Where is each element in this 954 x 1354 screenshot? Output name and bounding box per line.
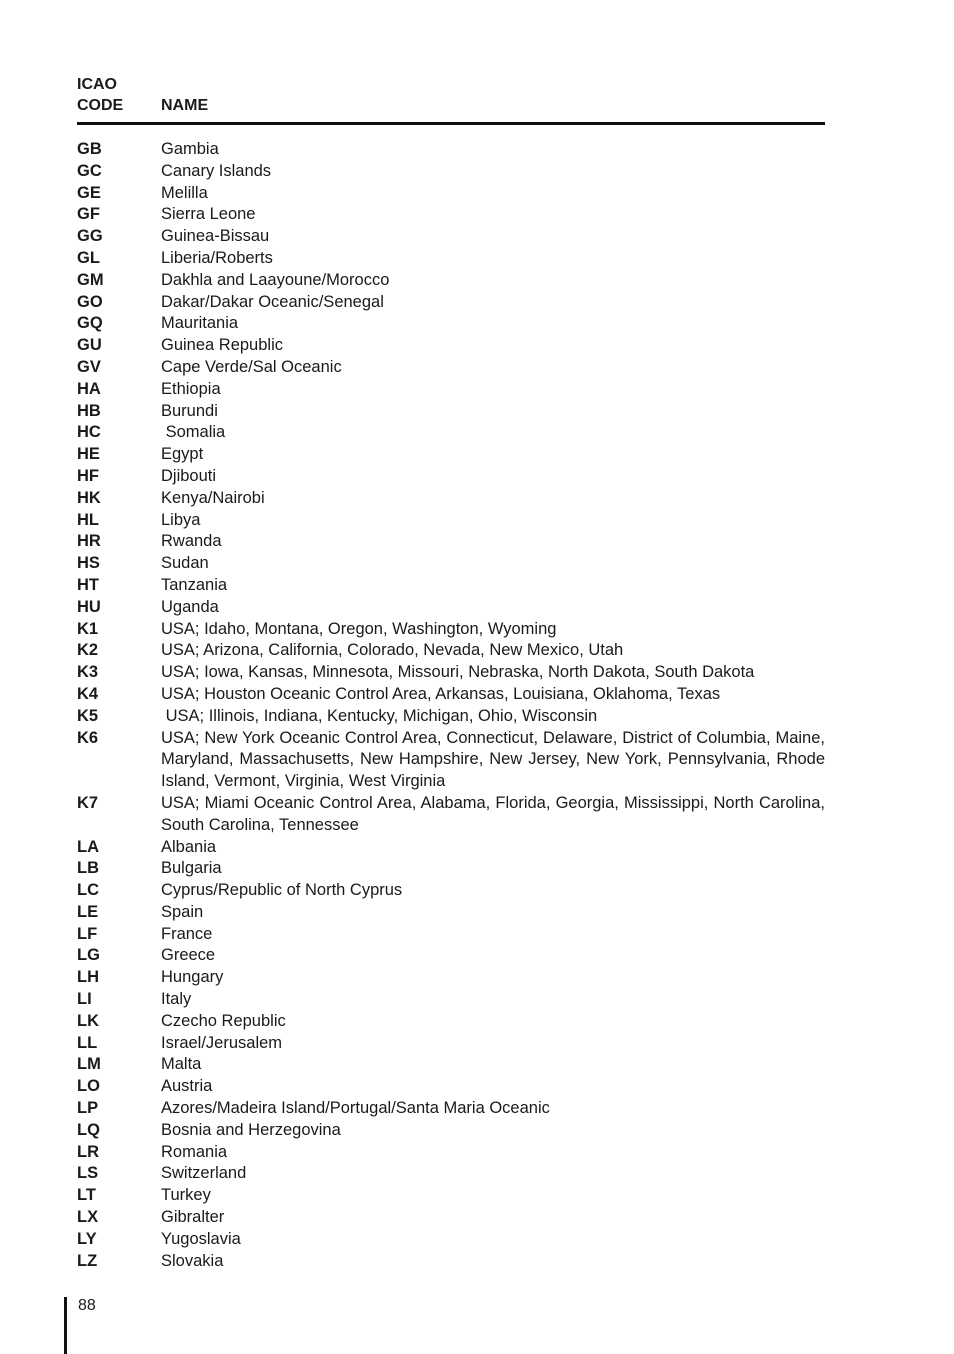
region-name: Bulgaria xyxy=(161,859,222,878)
region-name: Hungary xyxy=(161,968,224,987)
table-row xyxy=(77,379,825,401)
icao-code: LG xyxy=(77,946,100,965)
table-row xyxy=(77,204,825,226)
region-name: Egypt xyxy=(161,445,204,464)
table-row xyxy=(77,139,825,161)
icao-code: GU xyxy=(77,336,102,355)
region-name: Djibouti xyxy=(161,466,217,485)
column-header-name: NAME xyxy=(161,97,209,114)
icao-code: K3 xyxy=(77,663,99,682)
table-row xyxy=(77,684,825,706)
region-name: Liberia/Roberts xyxy=(161,248,273,267)
icao-code: HA xyxy=(77,379,101,398)
table-row xyxy=(77,924,825,946)
table-row xyxy=(77,313,825,335)
table-row xyxy=(77,401,825,423)
table-row xyxy=(77,161,825,183)
table-row xyxy=(77,1054,825,1076)
table-row xyxy=(77,1163,825,1185)
icao-code: GC xyxy=(77,161,102,180)
icao-code: LK xyxy=(77,1011,99,1030)
table-row xyxy=(77,248,825,270)
region-name: Austria xyxy=(161,1077,213,1096)
table-row xyxy=(77,945,825,967)
region-name: Cyprus/Republic of North Cyprus xyxy=(161,881,403,900)
region-name: Italy xyxy=(161,990,192,1009)
icao-code: HR xyxy=(77,532,101,551)
icao-code: HE xyxy=(77,445,100,464)
region-name: Canary Islands xyxy=(161,161,272,180)
icao-code: LP xyxy=(77,1099,99,1118)
table-row xyxy=(77,1229,825,1251)
table-row xyxy=(77,793,830,837)
icao-code: LR xyxy=(77,1142,99,1161)
icao-code: GM xyxy=(77,270,104,289)
region-name: Dakar/Dakar Oceanic/Senegal xyxy=(161,292,384,311)
table-row xyxy=(77,444,825,466)
icao-code: LX xyxy=(77,1208,99,1227)
table-row xyxy=(77,510,825,532)
table-row xyxy=(77,967,825,989)
region-name: Spain xyxy=(161,902,204,921)
region-name: Rwanda xyxy=(161,532,222,551)
region-name: Libya xyxy=(161,510,201,529)
icao-code: HL xyxy=(77,510,99,529)
region-name: Turkey xyxy=(161,1186,211,1205)
icao-code: HF xyxy=(77,466,99,485)
column-header-icao-code: ICAO CODE xyxy=(77,76,124,114)
table-row xyxy=(77,619,825,641)
icao-code: LI xyxy=(77,990,92,1009)
icao-code: LE xyxy=(77,902,99,921)
icao-code: LY xyxy=(77,1229,97,1248)
icao-code: LM xyxy=(77,1055,101,1074)
table-row xyxy=(77,531,825,553)
icao-code: LH xyxy=(77,968,99,987)
table-row xyxy=(77,1120,825,1142)
table-row xyxy=(77,880,825,902)
icao-code: LZ xyxy=(77,1251,98,1270)
icao-code: K5 xyxy=(77,706,99,725)
region-name: Israel/Jerusalem xyxy=(161,1033,283,1052)
table-row xyxy=(77,728,830,793)
region-name: USA; Houston Oceanic Control Area, Arkansas, Louisiana, Oklahoma, Texas xyxy=(161,684,721,703)
table-row xyxy=(77,1033,825,1055)
table-header xyxy=(77,74,825,125)
region-name: Bosnia and Herzegovina xyxy=(161,1120,341,1139)
region-name: USA; Illinois, Indiana, Kentucky, Michigan, Ohio, Wisconsin xyxy=(161,706,598,725)
region-name: Slovakia xyxy=(161,1251,224,1270)
table-row xyxy=(77,1251,825,1273)
icao-code: LS xyxy=(77,1164,99,1183)
region-name: Yugoslavia xyxy=(161,1229,241,1248)
region-name: Tanzania xyxy=(161,575,228,594)
icao-code: GO xyxy=(77,292,103,311)
icao-code: GQ xyxy=(77,314,103,333)
icao-code: K7 xyxy=(77,793,99,812)
region-name: Uganda xyxy=(161,597,219,616)
region-name: USA; Iowa, Kansas, Minnesota, Missouri, Nebraska, North Dakota, South Dakota xyxy=(161,663,755,682)
region-name: Guinea-Bissau xyxy=(161,227,270,246)
icao-code: LT xyxy=(77,1186,96,1205)
table-row xyxy=(77,837,825,859)
region-name: Kenya/Nairobi xyxy=(161,488,265,507)
region-name: Melilla xyxy=(161,183,208,202)
region-name: Albania xyxy=(161,837,217,856)
icao-code: LF xyxy=(77,924,98,943)
table-row xyxy=(77,1207,825,1229)
table-row xyxy=(77,183,825,205)
icao-code: K1 xyxy=(77,619,99,638)
region-name: Greece xyxy=(161,946,216,965)
icao-code-list xyxy=(77,139,830,1272)
icao-code: K6 xyxy=(77,728,99,747)
table-row xyxy=(77,1185,825,1207)
icao-code: LA xyxy=(77,837,99,856)
region-name: Azores/Madeira Island/Portugal/Santa Maria Oceanic xyxy=(161,1099,550,1118)
table-row xyxy=(77,292,825,314)
region-name: Mauritania xyxy=(161,314,239,333)
icao-code: HK xyxy=(77,488,101,507)
region-name: USA; Miami Oceanic Control Area, Alabama, Florida, Georgia, Mississippi, North Carolina, South Carolina, Tennessee xyxy=(161,793,830,834)
icao-code: LB xyxy=(77,859,99,878)
region-name: Burundi xyxy=(161,401,218,420)
table-row xyxy=(77,858,825,880)
icao-code: GF xyxy=(77,205,100,224)
region-name: Somalia xyxy=(161,423,226,442)
table-row xyxy=(77,553,825,575)
icao-code: GL xyxy=(77,248,100,267)
table-row xyxy=(77,335,825,357)
icao-code: HB xyxy=(77,401,101,420)
icao-code: HT xyxy=(77,575,99,594)
icao-code: K2 xyxy=(77,641,99,660)
region-name: Switzerland xyxy=(161,1164,247,1183)
icao-code: LC xyxy=(77,881,99,900)
page-number: 88 xyxy=(78,1297,96,1314)
region-name: Gambia xyxy=(161,140,219,158)
icao-code: GE xyxy=(77,183,101,202)
table-row xyxy=(77,662,825,684)
region-name: Malta xyxy=(161,1055,202,1074)
icao-code: HC xyxy=(77,423,101,442)
icao-code: HS xyxy=(77,554,100,573)
table-row xyxy=(77,1098,825,1120)
region-name: Gibralter xyxy=(161,1208,225,1227)
region-name: USA; Idaho, Montana, Oregon, Washington, Wyoming xyxy=(161,619,557,638)
region-name: USA; Arizona, California, Colorado, Nevada, New Mexico, Utah xyxy=(161,641,624,660)
table-row xyxy=(77,902,825,924)
table-row xyxy=(77,1076,825,1098)
table-row xyxy=(77,575,825,597)
table-row xyxy=(77,422,825,444)
region-name: USA; New York Oceanic Control Area, Connecticut, Delaware, District of Columbia, Maine, Maryland, Massachusetts, New Hampshire, New Jersey, New York, Pennsylvania, Rhode Island, Vermont, Virginia, West Virginia xyxy=(161,728,830,791)
region-name: Sudan xyxy=(161,554,209,573)
table-row xyxy=(77,357,825,379)
icao-code: HU xyxy=(77,597,101,616)
icao-code: GV xyxy=(77,357,101,376)
icao-code: GG xyxy=(77,227,103,246)
region-name: France xyxy=(161,924,213,943)
table-row xyxy=(77,488,825,510)
table-row xyxy=(77,466,825,488)
table-row xyxy=(77,226,825,248)
table-row xyxy=(77,1142,825,1164)
icao-code: LO xyxy=(77,1077,100,1096)
region-name: Dakhla and Laayoune/Morocco xyxy=(161,270,390,289)
table-row xyxy=(77,989,825,1011)
table-row xyxy=(77,270,825,292)
icao-code: K4 xyxy=(77,684,99,703)
region-name: Romania xyxy=(161,1142,228,1161)
page-margin-rule xyxy=(64,1297,67,1354)
table-row xyxy=(77,597,825,619)
region-name: Guinea Republic xyxy=(161,336,283,355)
icao-code: LQ xyxy=(77,1120,100,1139)
region-name: Cape Verde/Sal Oceanic xyxy=(161,357,342,376)
region-name: Sierra Leone xyxy=(161,205,256,224)
table-row xyxy=(77,640,825,662)
region-name: Ethiopia xyxy=(161,379,221,398)
region-name: Czecho Republic xyxy=(161,1011,286,1030)
icao-code: GB xyxy=(77,140,102,158)
icao-code: LL xyxy=(77,1033,98,1052)
table-row xyxy=(77,706,825,728)
table-row xyxy=(77,1011,825,1033)
